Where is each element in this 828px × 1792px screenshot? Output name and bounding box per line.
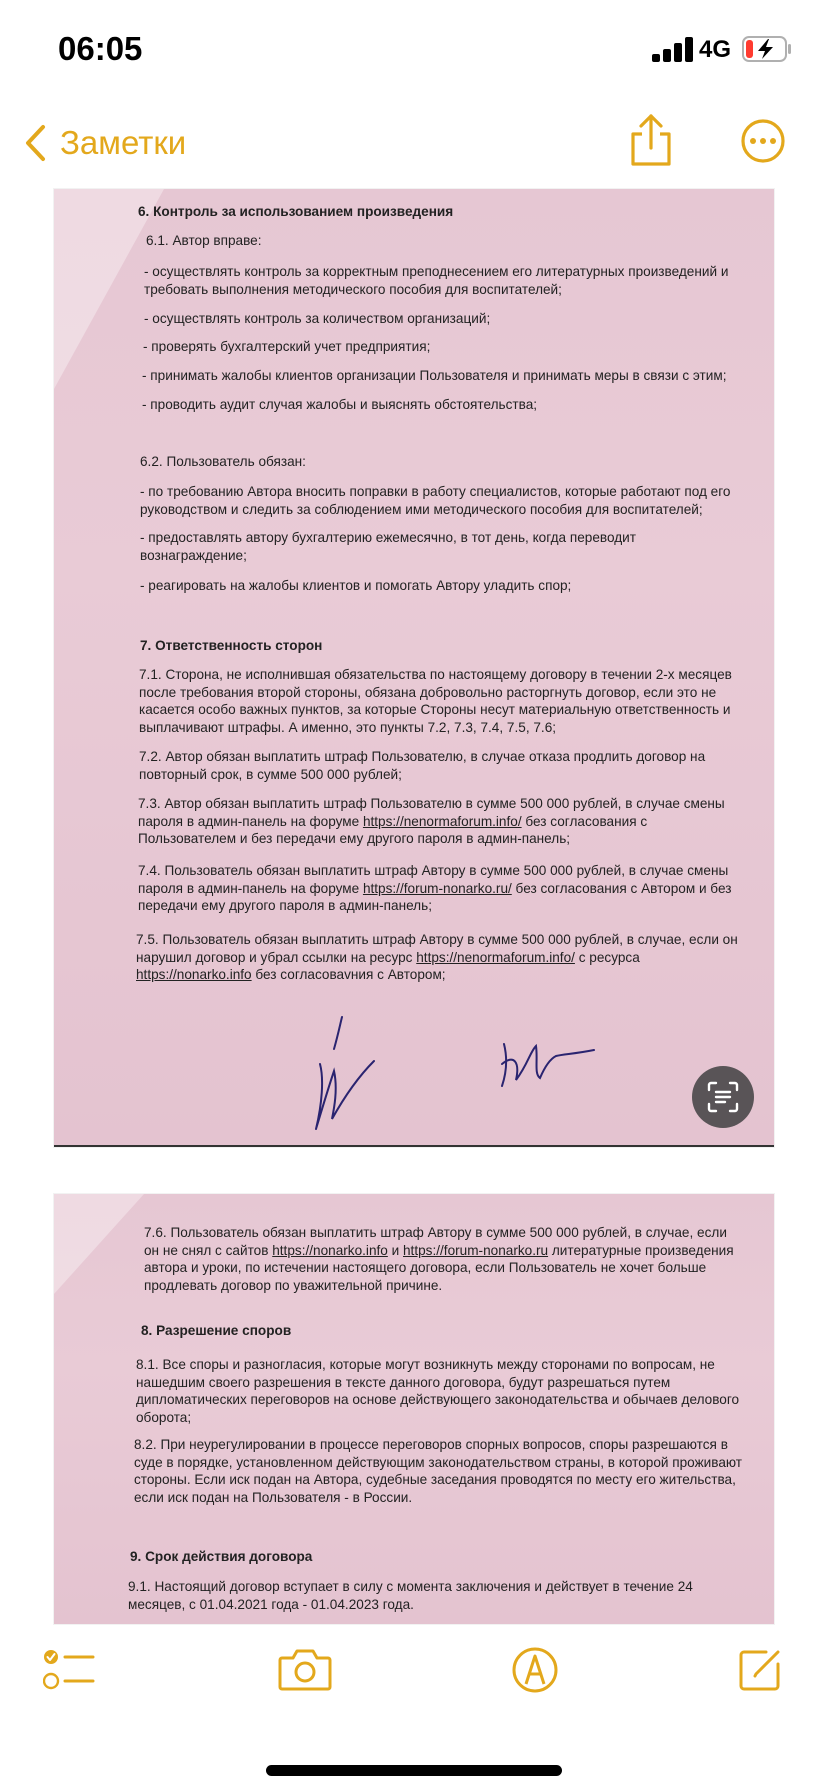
clause-6-1-item: - осуществлять контроль за количеством организаций; <box>144 311 491 326</box>
clause-6-2-item: - предоставлять автору бухгалтерию ежемесячно, в тот день, когда переводит вознаграждение; <box>140 530 636 563</box>
clause-7-6-text-end: литературные произведения автора и уроки, по истечении настоящего договора, если Пользователь не хочет больше продлевать договор по уважительной причине. <box>144 1242 734 1293</box>
compose-icon <box>736 1646 784 1694</box>
clause-7-5 <box>136 931 756 984</box>
live-text-icon <box>706 1080 740 1114</box>
clause-7-2: 7.2. Автор обязан выплатить штраф Пользователю, в случае отказа продлить договор на повторный срок, в сумме 500 000 рублей; <box>139 749 706 782</box>
back-chevron-icon <box>24 124 46 162</box>
cellular-signal-icon <box>652 36 694 62</box>
camera-icon <box>277 1648 333 1692</box>
nonarko-link[interactable]: https://nonarko.info <box>136 967 252 982</box>
live-text-button[interactable] <box>692 1066 754 1128</box>
section-9-title: 9. Срок действия договора <box>130 1549 313 1564</box>
clause-9-1: 9.1. Настоящий договор вступает в силу с момента заключения и действует в течение 24 месяцев, с 01.04.2021 года - 01.04.2023 года. <box>128 1579 693 1612</box>
clause-6-2-item: - по требованию Автора вносить поправки в работу специалистов, которые работают под его руководством и следить за соблюдением ими методического пособия для воспитателей; <box>140 484 731 517</box>
clause-6-2-item: - реагировать на жалобы клиентов и помогать Автору уладить спор; <box>140 578 572 593</box>
nonarko-link[interactable]: https://nonarko.info <box>272 1242 388 1258</box>
section-8-title: 8. Разрешение споров <box>141 1323 292 1338</box>
clause-6-1-item: - проверять бухгалтерский учет предприятия; <box>143 339 431 354</box>
more-icon[interactable] <box>740 118 786 164</box>
clause-7-6-and: и <box>387 1242 403 1258</box>
section-6-title: 6. Контроль за использованием произведения <box>138 204 454 219</box>
forum-nonarko-link[interactable]: https://forum-nonarko.ru <box>403 1242 549 1258</box>
nenormaforum-link[interactable]: https://nenormaforum.info/ <box>416 949 575 965</box>
markup-icon <box>511 1646 559 1694</box>
clause-7-6-text: 7.6. Пользователь обязан выплатить штраф Автору в сумме 500 000 рублей, в случае, если он не снял с сайтов <box>144 1225 727 1258</box>
clause-7-3-text: 7.3. Автор обязан выплатить штраф Пользователю в сумме 500 000 рублей, в случае смены пароля в админ-панель на форуме <box>138 796 725 829</box>
nenormaforum-link[interactable]: https://nenormaforum.info/ <box>362 813 522 829</box>
section-7-title: 7. Ответственность сторон <box>140 638 323 653</box>
clause-7-6 <box>144 1224 744 1294</box>
status-bar <box>0 0 828 100</box>
camera-button[interactable] <box>275 1640 335 1700</box>
clause-6-1-item: - принимать жалобы клиентов организации Пользователя и принимать меры в связи с этим; <box>142 368 727 383</box>
clause-8-1: 8.1. Все споры и разногласия, которые могут возникнуть между сторонами по вопросам, не нашедшим своего разрешения в тексте данного договора, будут разрешаться путем дипломатических переговоров на основе действующего законодательства и обычаев делового оборота; <box>136 1357 740 1425</box>
checklist-icon <box>43 1645 97 1695</box>
clause-7-3-text-end: без согласования с Пользователем и без передачи ему другого пароля в админ-панель; <box>138 813 648 846</box>
clause-7-4-text: 7.4. Пользователь обязан выплатить штраф Автору в сумме 500 000 рублей, в случае смены пароля в админ-панель на форуме <box>138 863 729 896</box>
clause-6-1: 6.1. Автор вправе: <box>146 233 262 248</box>
clause-7-5-text: 7.5. Пользователь обязан выплатить штраф Автору в сумме 500 000 рублей, в случае, если он нарушил договор и убрал ссылки на ресурс <box>136 932 738 965</box>
clause-7-5-text-mid: с ресурса <box>574 949 640 965</box>
clause-7-4-text-end: без согласования с Автором и без передачи ему другого пароля в админ-панель; <box>138 880 732 913</box>
clause-7-4 <box>138 862 758 915</box>
clause-7-1: 7.1. Сторона, не исполнившая обязательства по настоящему договору в течении 2-х месяцев после требования второй стороны, обязана добровольно расторгнуть договор, если это не касается особо важных пунктов, за которые Стороны несут материальную ответственность и выплачивают штрафы. А именно, это пункты 7.2, 7.3, 7.4, 7.5, 7.6; <box>139 667 732 735</box>
status-time: 06:05 <box>58 30 143 67</box>
signature-author <box>294 1009 394 1139</box>
scanned-page-1 <box>54 189 774 1147</box>
checklist-button[interactable] <box>40 1640 100 1700</box>
clause-6-1-item: - проводить аудит случая жалобы и выяснять обстоятельства; <box>142 397 538 412</box>
back-label: Заметки <box>60 124 187 161</box>
bottom-toolbar <box>0 1640 828 1720</box>
clause-6-1-item: - осуществлять контроль за корректным преподнесением его литературных произведений и требовать выполнения методического пособия для воспитателей; <box>144 264 729 297</box>
nav-bar <box>0 108 828 178</box>
signature-user <box>494 1024 614 1094</box>
scanned-page-2 <box>54 1194 774 1624</box>
forum-nonarko-link[interactable]: https://forum-nonarko.ru/ <box>362 880 512 896</box>
battery-charging-icon <box>742 36 792 62</box>
clause-6-2: 6.2. Пользователь обязан: <box>140 454 306 469</box>
clause-8-2: 8.2. При неурегулировании в процессе переговоров спорных вопросов, споры разрешаются в суде в порядке, установленном действующим законодательством страны, в которой проживают стороны. Если иск подан на Автора, судебные заседания проводятся по месту его жительства, если иск подан на Пользователя - в России. <box>134 1437 743 1505</box>
network-type: 4G <box>699 36 732 63</box>
home-indicator[interactable] <box>266 1765 562 1776</box>
back-button[interactable] <box>24 120 186 166</box>
page-fold <box>54 1194 144 1294</box>
clause-7-3 <box>138 795 748 848</box>
compose-button[interactable] <box>730 1640 790 1700</box>
clause-7-5-text-end: без согласоваvния с Автором; <box>251 967 446 982</box>
share-icon[interactable] <box>628 112 674 168</box>
markup-button[interactable] <box>505 1640 565 1700</box>
